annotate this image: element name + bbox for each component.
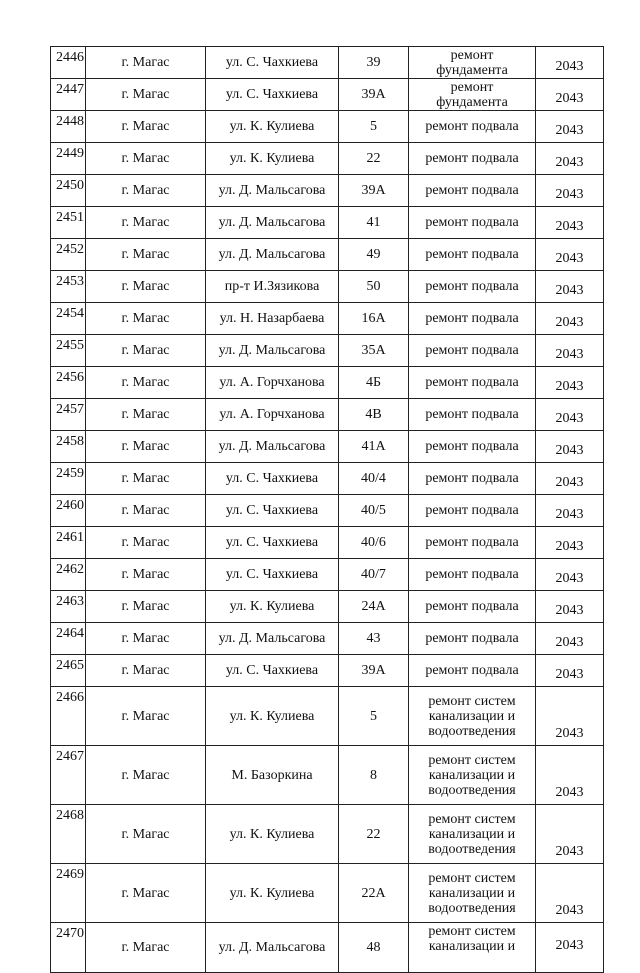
row-number-cell: 2449	[51, 143, 86, 175]
house-number-cell: 22	[339, 143, 409, 175]
planned-year-cell: 2043	[536, 79, 604, 111]
street-cell: ул. Н. Назарбаева	[206, 303, 339, 335]
street-cell: ул. Д. Мальсагова	[206, 431, 339, 463]
house-number-cell: 49	[339, 239, 409, 271]
table-row	[51, 175, 604, 207]
street-cell: ул. Д. Мальсагова	[206, 923, 339, 973]
planned-year-cell: 2043	[536, 207, 604, 239]
row-number-cell: 2459	[51, 463, 86, 495]
street-cell: ул. С. Чахкиева	[206, 527, 339, 559]
city-cell: г. Магас	[86, 527, 206, 559]
work-type-cell: ремонт подвала	[409, 527, 536, 559]
city-cell: г. Магас	[86, 687, 206, 746]
planned-year-cell: 2043	[536, 687, 604, 746]
row-number-cell: 2453	[51, 271, 86, 303]
table-row	[51, 655, 604, 687]
row-number-cell: 2452	[51, 239, 86, 271]
row-number-cell: 2464	[51, 623, 86, 655]
table-body	[51, 47, 604, 973]
street-cell: ул. К. Кулиева	[206, 111, 339, 143]
work-type-cell: ремонт подвала	[409, 111, 536, 143]
planned-year-cell: 2043	[536, 746, 604, 805]
house-number-cell: 24А	[339, 591, 409, 623]
city-cell: г. Магас	[86, 143, 206, 175]
row-number-cell: 2465	[51, 655, 86, 687]
table-row	[51, 746, 604, 805]
table-row	[51, 463, 604, 495]
house-number-cell: 41А	[339, 431, 409, 463]
planned-year-cell: 2043	[536, 335, 604, 367]
city-cell: г. Магас	[86, 495, 206, 527]
row-number-cell: 2468	[51, 805, 86, 864]
city-cell: г. Магас	[86, 746, 206, 805]
work-type-cell: ремонт подвала	[409, 239, 536, 271]
street-cell: ул. Д. Мальсагова	[206, 175, 339, 207]
table-row	[51, 143, 604, 175]
street-cell: ул. С. Чахкиева	[206, 495, 339, 527]
row-number-cell: 2460	[51, 495, 86, 527]
street-cell: ул. К. Кулиева	[206, 143, 339, 175]
work-type-cell: ремонт подвала	[409, 431, 536, 463]
work-type-cell: ремонт подвала	[409, 623, 536, 655]
table-row	[51, 864, 604, 923]
planned-year-cell: 2043	[536, 399, 604, 431]
street-cell: ул. Д. Мальсагова	[206, 623, 339, 655]
work-type-cell: ремонт подвала	[409, 463, 536, 495]
table-row	[51, 805, 604, 864]
planned-year-cell: 2043	[536, 805, 604, 864]
row-number-cell: 2451	[51, 207, 86, 239]
house-number-cell: 48	[339, 923, 409, 973]
planned-year-cell: 2043	[536, 864, 604, 923]
house-number-cell: 35А	[339, 335, 409, 367]
planned-year-cell: 2043	[536, 175, 604, 207]
work-type-cell: ремонт систем канализации и водоотведения	[409, 805, 536, 864]
row-number-cell: 2467	[51, 746, 86, 805]
street-cell: ул. К. Кулиева	[206, 591, 339, 623]
street-cell: ул. К. Кулиева	[206, 687, 339, 746]
house-number-cell: 22А	[339, 864, 409, 923]
row-number-cell: 2470	[51, 923, 86, 973]
row-number-cell: 2454	[51, 303, 86, 335]
planned-year-cell: 2043	[536, 527, 604, 559]
work-type-cell: ремонт систем канализации и водоотведения	[409, 864, 536, 923]
house-number-cell: 4В	[339, 399, 409, 431]
house-number-cell: 40/6	[339, 527, 409, 559]
house-number-cell: 40/7	[339, 559, 409, 591]
work-type-cell: ремонт систем канализации и водоотведения	[409, 746, 536, 805]
table-row	[51, 923, 604, 973]
planned-year-cell: 2043	[536, 47, 604, 79]
street-cell: пр-т И.Зязикова	[206, 271, 339, 303]
planned-year-cell: 2043	[536, 239, 604, 271]
street-cell: ул. Д. Мальсагова	[206, 207, 339, 239]
house-number-cell: 50	[339, 271, 409, 303]
street-cell: ул. К. Кулиева	[206, 864, 339, 923]
work-type-cell: ремонт подвала	[409, 335, 536, 367]
row-number-cell: 2446	[51, 47, 86, 79]
table-row	[51, 687, 604, 746]
planned-year-cell: 2043	[536, 303, 604, 335]
city-cell: г. Магас	[86, 111, 206, 143]
house-number-cell: 39А	[339, 79, 409, 111]
work-type-cell: ремонт систем канализации и водоотведения	[409, 687, 536, 746]
city-cell: г. Магас	[86, 239, 206, 271]
city-cell: г. Магас	[86, 655, 206, 687]
work-type-cell: ремонт подвала	[409, 559, 536, 591]
house-number-cell: 8	[339, 746, 409, 805]
row-number-cell: 2456	[51, 367, 86, 399]
city-cell: г. Магас	[86, 79, 206, 111]
house-number-cell: 39А	[339, 175, 409, 207]
work-type-cell: ремонт подвала	[409, 591, 536, 623]
street-cell: ул. С. Чахкиева	[206, 559, 339, 591]
house-number-cell: 5	[339, 687, 409, 746]
planned-year-cell: 2043	[536, 655, 604, 687]
planned-year-cell: 2043	[536, 463, 604, 495]
street-cell: ул. А. Горчханова	[206, 367, 339, 399]
house-number-cell: 16А	[339, 303, 409, 335]
house-number-cell: 5	[339, 111, 409, 143]
work-type-cell: ремонт подвала	[409, 271, 536, 303]
planned-year-cell: 2043	[536, 111, 604, 143]
planned-year-cell: 2043	[536, 591, 604, 623]
house-number-cell: 41	[339, 207, 409, 239]
repair-schedule-table	[50, 46, 604, 973]
planned-year-cell: 2043	[536, 495, 604, 527]
table-row	[51, 399, 604, 431]
row-number-cell: 2447	[51, 79, 86, 111]
city-cell: г. Магас	[86, 923, 206, 973]
table-row	[51, 47, 604, 79]
street-cell: М. Базоркина	[206, 746, 339, 805]
row-number-cell: 2461	[51, 527, 86, 559]
table-row	[51, 495, 604, 527]
row-number-cell: 2448	[51, 111, 86, 143]
city-cell: г. Магас	[86, 623, 206, 655]
house-number-cell: 39А	[339, 655, 409, 687]
table-row	[51, 367, 604, 399]
table-row	[51, 559, 604, 591]
planned-year-cell: 2043	[536, 623, 604, 655]
house-number-cell: 43	[339, 623, 409, 655]
city-cell: г. Магас	[86, 559, 206, 591]
work-type-cell: ремонт подвала	[409, 175, 536, 207]
table-row	[51, 431, 604, 463]
work-type-cell: ремонт подвала	[409, 399, 536, 431]
table-row	[51, 207, 604, 239]
city-cell: г. Магас	[86, 864, 206, 923]
house-number-cell: 40/4	[339, 463, 409, 495]
work-type-cell: ремонт систем канализации и	[409, 923, 536, 973]
row-number-cell: 2463	[51, 591, 86, 623]
row-number-cell: 2458	[51, 431, 86, 463]
street-cell: ул. С. Чахкиева	[206, 463, 339, 495]
table-row	[51, 111, 604, 143]
city-cell: г. Магас	[86, 207, 206, 239]
planned-year-cell: 2043	[536, 923, 604, 973]
row-number-cell: 2466	[51, 687, 86, 746]
city-cell: г. Магас	[86, 399, 206, 431]
work-type-cell: ремонт фундамента	[409, 79, 536, 111]
city-cell: г. Магас	[86, 271, 206, 303]
table-row	[51, 271, 604, 303]
street-cell: ул. С. Чахкиева	[206, 79, 339, 111]
work-type-cell: ремонт подвала	[409, 303, 536, 335]
table-row	[51, 591, 604, 623]
table-row	[51, 623, 604, 655]
work-type-cell: ремонт подвала	[409, 207, 536, 239]
work-type-cell: ремонт подвала	[409, 367, 536, 399]
city-cell: г. Магас	[86, 175, 206, 207]
table-row	[51, 303, 604, 335]
work-type-cell: ремонт подвала	[409, 655, 536, 687]
street-cell: ул. К. Кулиева	[206, 805, 339, 864]
row-number-cell: 2455	[51, 335, 86, 367]
city-cell: г. Магас	[86, 335, 206, 367]
city-cell: г. Магас	[86, 303, 206, 335]
table-row	[51, 239, 604, 271]
row-number-cell: 2462	[51, 559, 86, 591]
city-cell: г. Магас	[86, 463, 206, 495]
planned-year-cell: 2043	[536, 271, 604, 303]
street-cell: ул. Д. Мальсагова	[206, 335, 339, 367]
table-row	[51, 79, 604, 111]
house-number-cell: 40/5	[339, 495, 409, 527]
street-cell: ул. С. Чахкиева	[206, 655, 339, 687]
house-number-cell: 4Б	[339, 367, 409, 399]
street-cell: ул. Д. Мальсагова	[206, 239, 339, 271]
row-number-cell: 2457	[51, 399, 86, 431]
work-type-cell: ремонт фундамента	[409, 47, 536, 79]
planned-year-cell: 2043	[536, 367, 604, 399]
city-cell: г. Магас	[86, 591, 206, 623]
house-number-cell: 22	[339, 805, 409, 864]
city-cell: г. Магас	[86, 805, 206, 864]
street-cell: ул. С. Чахкиева	[206, 47, 339, 79]
table-row	[51, 527, 604, 559]
row-number-cell: 2469	[51, 864, 86, 923]
house-number-cell: 39	[339, 47, 409, 79]
work-type-cell: ремонт подвала	[409, 495, 536, 527]
city-cell: г. Магас	[86, 431, 206, 463]
planned-year-cell: 2043	[536, 559, 604, 591]
planned-year-cell: 2043	[536, 431, 604, 463]
city-cell: г. Магас	[86, 367, 206, 399]
row-number-cell: 2450	[51, 175, 86, 207]
city-cell: г. Магас	[86, 47, 206, 79]
planned-year-cell: 2043	[536, 143, 604, 175]
work-type-cell: ремонт подвала	[409, 143, 536, 175]
table-row	[51, 335, 604, 367]
street-cell: ул. А. Горчханова	[206, 399, 339, 431]
